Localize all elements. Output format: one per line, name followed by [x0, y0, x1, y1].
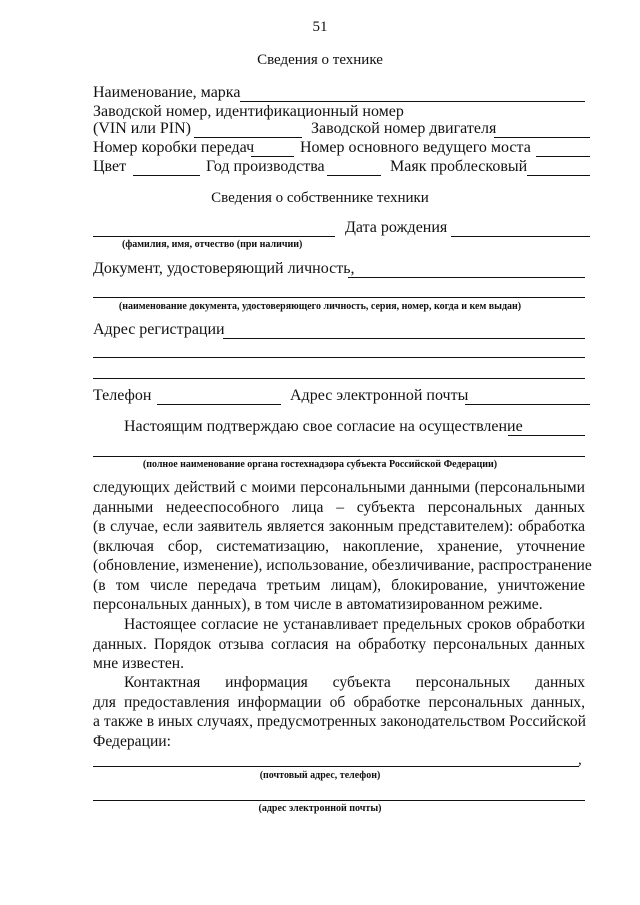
registration-address-label: Адрес регистрации: [93, 321, 225, 338]
identity-document-label: Документ, удостоверяющий личность,: [93, 260, 355, 277]
phone-field[interactable]: [157, 404, 281, 405]
email-label: Адрес электронной почты: [290, 387, 469, 404]
drive-axle-number-label: Номер основного ведущего моста: [300, 139, 531, 156]
consent-intro: Настоящим подтверждаю свое согласие на осуществление: [124, 418, 523, 435]
engine-number-field[interactable]: [494, 137, 590, 138]
authority-caption: (полное наименование органа гостехнадзора субъекта Российской Федерации): [142, 459, 498, 470]
paragraph-line: Федерации:: [93, 732, 171, 750]
paragraph-line: Настоящее согласие не устанавливает предельных сроков обработки: [124, 616, 585, 633]
paragraph-line: (в случае, если заявитель является законным представителем): обработка: [93, 518, 585, 535]
color-label: Цвет: [93, 158, 127, 175]
identity-document-field-2[interactable]: [93, 297, 585, 298]
drive-axle-number-field[interactable]: [536, 156, 590, 157]
engine-number-label: Заводской номер двигателя: [311, 120, 497, 137]
fio-field[interactable]: [93, 236, 335, 237]
gearbox-number-label: Номер коробки передач: [93, 139, 255, 156]
authority-field[interactable]: [93, 456, 585, 457]
paragraph-line: следующих действий с моими персональными данными (персональными: [93, 479, 585, 496]
paragraph-line: данными недееспособного лица – субъекта персональных данных: [93, 498, 585, 516]
registration-address-field-3[interactable]: [93, 378, 585, 379]
paragraph-line: (обновление, изменение), использование, обезличивание, распространение: [93, 557, 592, 574]
registration-address-field-2[interactable]: [93, 357, 585, 358]
beacon-field[interactable]: [527, 175, 590, 176]
factory-number-label: Заводской номер, идентификационный номер: [93, 103, 404, 120]
paragraph-line: данных. Порядок отзыва согласия на обработку персональных данных: [93, 635, 585, 653]
paragraph-line: персональных данных), в том числе в автоматизированном режиме.: [93, 596, 543, 613]
vin-pin-field[interactable]: [194, 137, 302, 138]
gearbox-number-field[interactable]: [251, 156, 294, 157]
color-field[interactable]: [133, 175, 200, 176]
document-caption: (наименование документа, удостоверяющего личность, серия, номер, когда и кем выдан): [118, 301, 522, 312]
email-caption: (адрес электронной почты): [258, 803, 382, 814]
registration-address-field[interactable]: [223, 338, 585, 339]
fio-caption: (фамилия, имя, отчество (при наличии): [122, 239, 303, 250]
postal-caption: (почтовый адрес, телефон): [259, 770, 381, 781]
production-year-label: Год производства: [206, 158, 325, 175]
postal-address-field[interactable]: [93, 766, 579, 767]
vin-pin-label: (VIN или PIN): [93, 120, 191, 137]
consent-paragraph-2: [93, 615, 585, 674]
consent-paragraph-3: [93, 673, 585, 751]
consent-intro-field[interactable]: [508, 435, 585, 436]
paragraph-line: (включая сбор, систематизацию, накопление, хранение, уточнение: [93, 537, 585, 555]
phone-label: Телефон: [93, 387, 152, 404]
paragraph-line: мне известен.: [93, 655, 185, 672]
comma: ,: [578, 752, 582, 768]
paragraph-line: для предоставления информации об обработке персональных данных,: [93, 693, 585, 711]
paragraph-line: (в том числе передача третьим лицам), блокирование, уничтожение: [93, 576, 585, 594]
owner-section-title: Сведения о собственнике техники: [211, 190, 429, 206]
email-field[interactable]: [465, 404, 590, 405]
contact-email-field[interactable]: [93, 800, 585, 801]
name-brand-label: Наименование, марка: [93, 84, 241, 101]
birth-date-label: Дата рождения: [345, 219, 448, 236]
consent-paragraph-1: [93, 478, 592, 615]
production-year-field[interactable]: [327, 175, 381, 176]
identity-document-field[interactable]: [348, 277, 585, 278]
page-number: 51: [312, 19, 328, 35]
beacon-label: Маяк проблесковый: [390, 158, 528, 175]
vehicle-section-title: Сведения о технике: [257, 52, 383, 68]
paragraph-line: а также в иных случаях, предусмотренных законодательством Российской: [93, 713, 586, 730]
name-brand-field[interactable]: [240, 101, 585, 102]
birth-date-field[interactable]: [451, 236, 590, 237]
paragraph-line: Контактная информация субъекта персональных данных: [124, 674, 585, 691]
